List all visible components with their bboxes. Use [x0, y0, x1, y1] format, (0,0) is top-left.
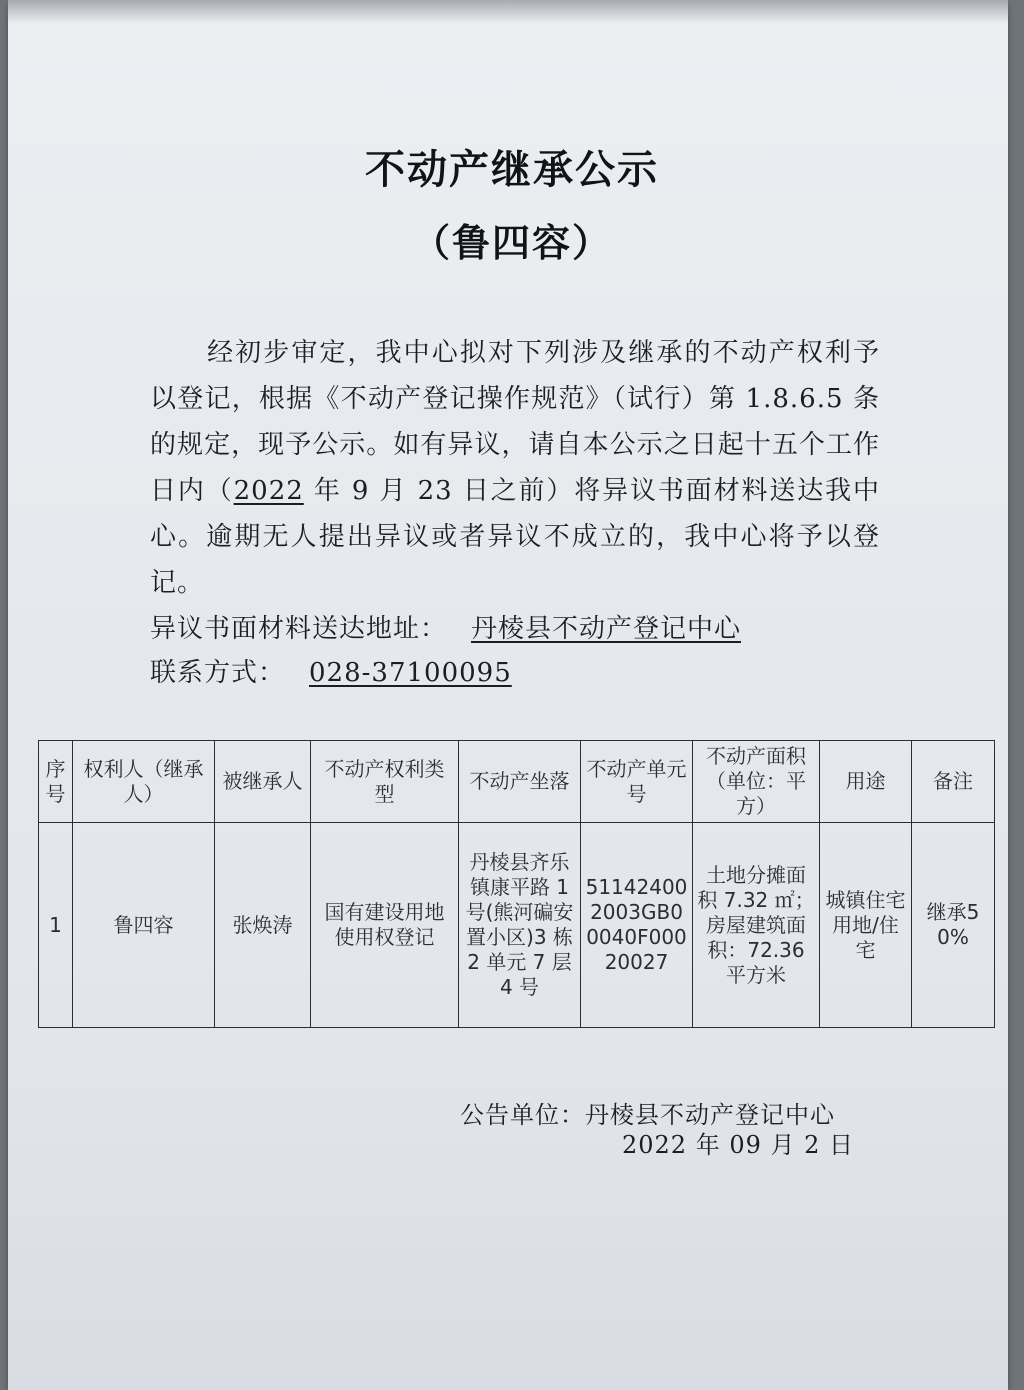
paragraph-before-date: 经初步审定，我中心拟对下列涉及继承的不动产权利予以登记，根据《不动产登记操作规范》（试行）第 1.8.6.5 条的规定，现予公示。如有异议，请自本公示之日起十五个工作日内（ [150, 338, 880, 506]
header-usage: 用途 [820, 741, 912, 823]
issuer-line: 公告单位：丹棱县不动产登记中心 [460, 1101, 835, 1129]
header-decedent: 被继承人 [215, 741, 311, 823]
issue-date: 2022 年 09 月 2 日 [622, 1131, 855, 1159]
contact-label: 联系方式： [150, 658, 286, 688]
header-area: 不动产面积（单位：平方） [693, 741, 820, 823]
registration-table [38, 740, 995, 1028]
header-remark: 备注 [912, 741, 995, 823]
table-header-row [39, 741, 995, 823]
header-rights-holder: 权利人（继承人） [73, 741, 215, 823]
notice-paper [8, 0, 1008, 1390]
header-no: 序号 [39, 741, 73, 823]
cell-location: 丹棱县齐乐镇康平路 1 号(熊河碥安置小区)3 栋 2 单元 7 层 4 号 [459, 823, 581, 1028]
address-label: 异议书面材料送达地址： [150, 614, 448, 644]
cell-remark: 继承50% [912, 823, 995, 1028]
cell-unit-no: 511424002003GB00040F00020027 [581, 823, 693, 1028]
contact-value: 028-37100095 [309, 658, 512, 688]
cell-usage: 城镇住宅用地/住宅 [820, 823, 912, 1028]
page-subtitle: （鲁四容） [411, 220, 612, 265]
cell-area: 土地分摊面积 7.32 ㎡；房屋建筑面积：72.36 平方米 [693, 823, 820, 1028]
address-line [150, 608, 741, 645]
paragraph-after-date: 年 9 月 23 日之前）将异议书面材料送达我中心。逾期无人提出异议或者异议不成立的，我中心将予以登记。 [150, 476, 880, 598]
cell-decedent: 张焕涛 [215, 823, 311, 1028]
contact-line [150, 652, 512, 689]
notice-paragraph [150, 330, 880, 606]
header-right-type: 不动产权利类型 [311, 741, 459, 823]
table-row [39, 823, 995, 1028]
cell-rights-holder: 鲁四容 [73, 823, 215, 1028]
cell-right-type: 国有建设用地使用权登记 [311, 823, 459, 1028]
paragraph-date-year: 2022 [233, 476, 304, 506]
header-unit-no: 不动产单元号 [581, 741, 693, 823]
header-location: 不动产坐落 [459, 741, 581, 823]
page-title: 不动产继承公示 [365, 146, 659, 193]
cell-no: 1 [39, 823, 73, 1028]
address-value: 丹棱县不动产登记中心 [471, 614, 742, 644]
